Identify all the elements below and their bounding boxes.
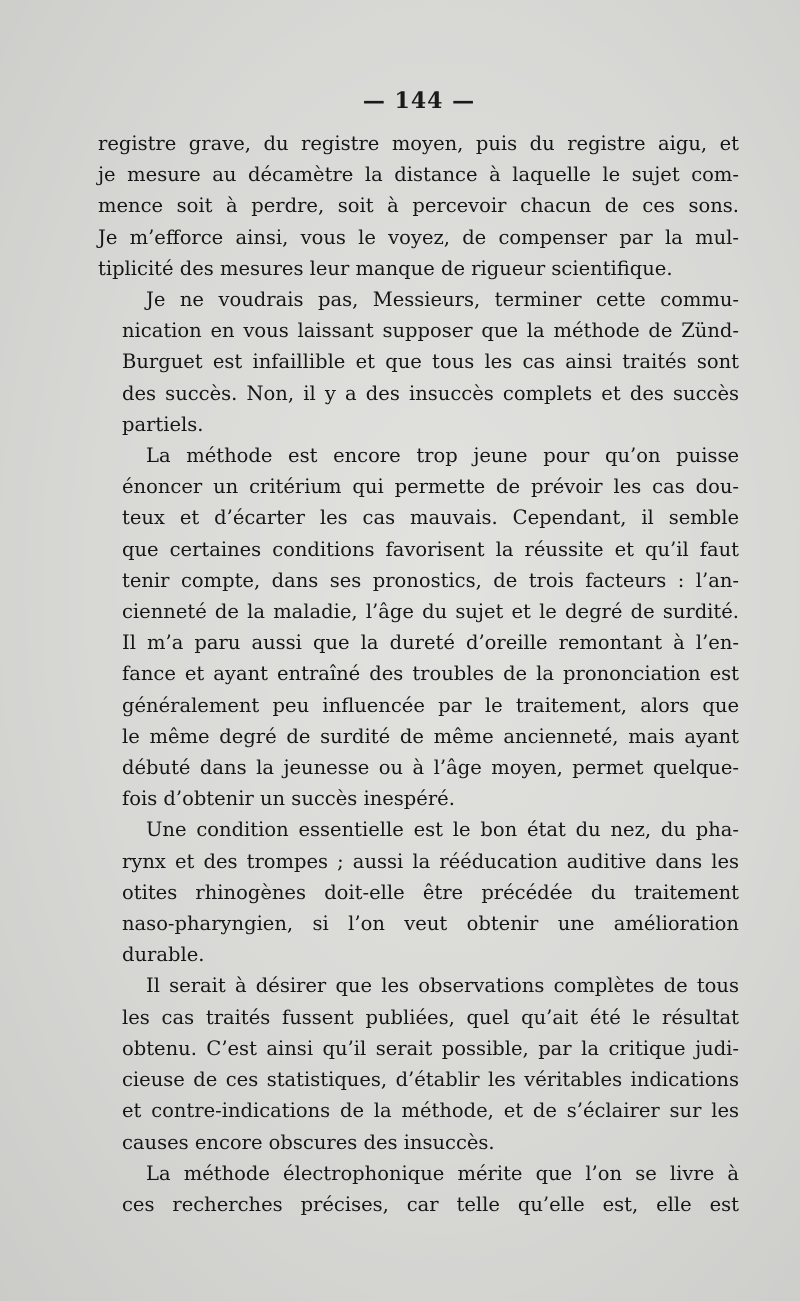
text-line: que certaines conditions favorisent la réussite et qu’il faut <box>122 537 739 561</box>
text-line: débuté dans la jeunesse ou à l’âge moyen, permet quelque- <box>122 756 739 780</box>
text-line: La méthode électrophonique mérite que l’on se livre à <box>146 1161 739 1185</box>
paragraph <box>98 1158 739 1220</box>
text-line: Il serait à désirer que les observations complètes de tous <box>146 974 739 998</box>
page-number: — 144 — <box>362 88 476 114</box>
paragraph <box>98 128 739 284</box>
text-line: Je m’efforce ainsi, vous le voyez, de compenser par la mul- <box>98 225 739 249</box>
text-line: naso-pharyngien, si l’on veut obtenir une amélioration <box>122 912 739 936</box>
paragraph <box>98 440 739 814</box>
text-line: Il m’a paru aussi que la dureté d’oreille remontant à l’en- <box>122 631 739 655</box>
text-line: Une condition essentielle est le bon état du nez, du pha- <box>146 818 739 842</box>
text-line: ces recherches précises, car telle qu’elle est, elle est <box>122 1192 739 1216</box>
text-line: cieuse de ces statistiques, d’établir les véritables indications <box>122 1068 739 1092</box>
text-line: registre grave, du registre moyen, puis du registre aigu, et <box>98 132 739 155</box>
text-line: des succès. Non, il y a des insuccès complets et des succès <box>122 381 739 405</box>
text-line: je mesure au décamètre la distance à laquelle le sujet com- <box>98 163 739 187</box>
text-line: généralement peu influencée par le traitement, alors que <box>122 693 739 717</box>
paragraph <box>98 284 739 440</box>
text-line: et contre-indications de la méthode, et de s’éclairer sur les <box>122 1099 739 1123</box>
text-line: tenir compte, dans ses pronostics, de trois facteurs : l’an- <box>122 568 739 592</box>
text-line: le même degré de surdité de même ancienneté, mais ayant <box>122 724 739 748</box>
text-line: La méthode est encore trop jeune pour qu’on puisse <box>146 444 739 468</box>
text-line: nication en vous laissant supposer que la méthode de Zünd- <box>122 319 739 343</box>
text-line: causes encore obscures des insuccès. <box>122 1130 495 1154</box>
text-line: mence soit à perdre, soit à percevoir chacun de ces sons. <box>98 194 739 218</box>
text-line: Burguet est infaillible et que tous les cas ainsi traités sont <box>122 350 739 374</box>
text-line: énoncer un critérium qui permette de prévoir les cas dou- <box>122 475 739 499</box>
paragraph <box>98 970 739 1157</box>
paragraph <box>98 814 739 970</box>
text-line: teux et d’écarter les cas mauvais. Cependant, il semble <box>122 506 739 530</box>
text-line: rynx et des trompes ; aussi la rééducation auditive dans les <box>122 849 739 873</box>
text-line: tiplicité des mesures leur manque de rigueur scientifique. <box>98 256 673 280</box>
text-line: obtenu. C’est ainsi qu’il serait possible, par la critique judi- <box>122 1036 739 1060</box>
text-line: durable. <box>122 943 205 967</box>
text-line: partiels. <box>122 412 204 436</box>
text-line: fois d’obtenir un succès inespéré. <box>122 787 455 811</box>
text-line: cienneté de la maladie, l’âge du sujet et le degré de surdité. <box>122 600 739 624</box>
text-line: les cas traités fussent publiées, quel qu’ait été le résultat <box>122 1005 739 1029</box>
text-line: fance et ayant entraîné des troubles de la prononciation est <box>122 662 739 686</box>
body-text <box>98 128 739 1220</box>
text-line: otites rhinogènes doit-elle être précédée du traitement <box>122 880 739 904</box>
text-line: Je ne voudrais pas, Messieurs, terminer cette commu- <box>146 288 739 312</box>
